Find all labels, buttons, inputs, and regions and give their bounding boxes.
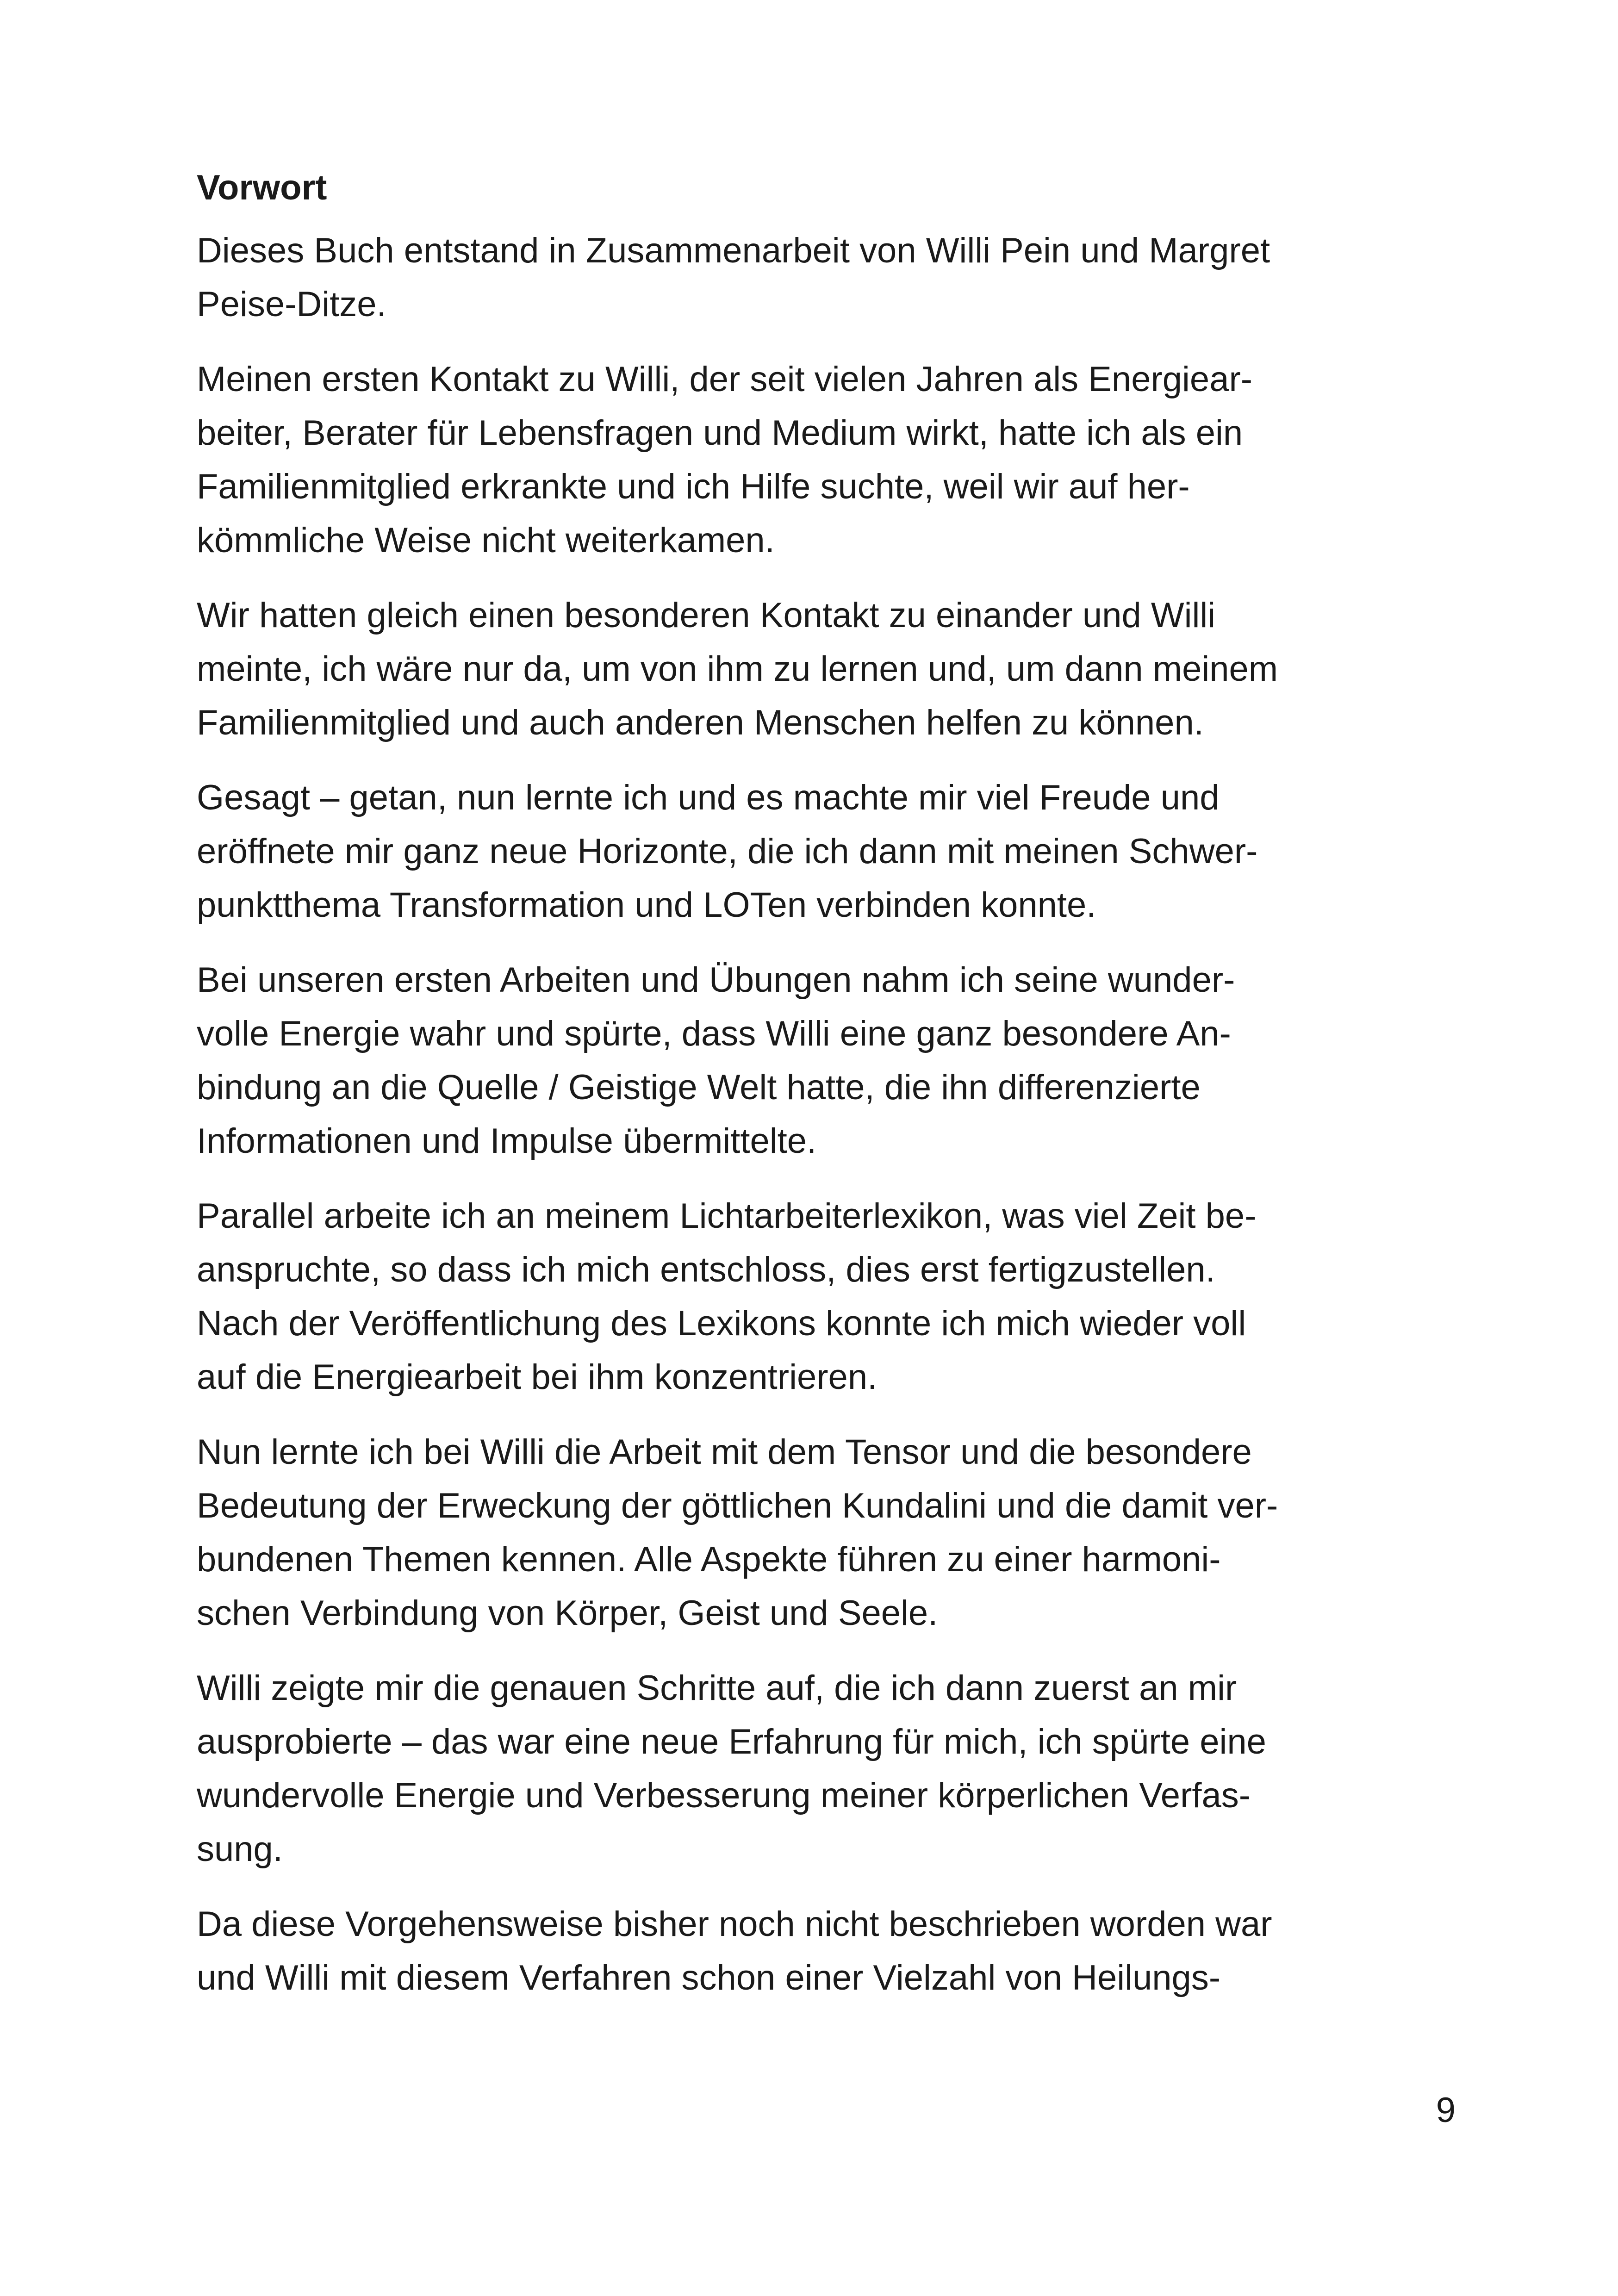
- text-line: beiter, Berater für Lebensfragen und Medium wirkt, hatte ich als ein: [197, 413, 1243, 453]
- text-line: bindung an die Quelle / Geistige Welt hatte, die ihn differenzierte: [197, 1068, 1201, 1107]
- text-line: Familienmitglied und auch anderen Menschen helfen zu können.: [197, 703, 1204, 742]
- chapter-heading: Vorwort: [197, 168, 327, 207]
- body-text: [197, 224, 1456, 2005]
- text-line: anspruchte, so dass ich mich entschloss, dies erst fertigzustellen.: [197, 1250, 1215, 1289]
- paragraph: [197, 1425, 1456, 1640]
- text-line: Parallel arbeite ich an meinem Lichtarbeiterlexikon, was viel Zeit be-: [197, 1196, 1257, 1236]
- text-line: Dieses Buch entstand in Zusammenarbeit von Willi Pein und Margret: [197, 231, 1270, 270]
- text-line: meinte, ich wäre nur da, um von ihm zu lernen und, um dann meinem: [197, 649, 1278, 689]
- text-line: wundervolle Energie und Verbesserung meiner körperlichen Verfas-: [197, 1776, 1251, 1815]
- paragraph: [197, 953, 1456, 1168]
- text-line: und Willi mit diesem Verfahren schon einer Vielzahl von Heilungs-: [197, 1958, 1221, 1997]
- text-line: Nach der Veröffentlichung des Lexikons konnte ich mich wieder voll: [197, 1304, 1246, 1343]
- page-number: 9: [1436, 2091, 1456, 2130]
- text-line: kömmliche Weise nicht weiterkamen.: [197, 521, 775, 560]
- text-line: auf die Energiearbeit bei ihm konzentrieren.: [197, 1357, 877, 1397]
- page-content: [197, 161, 1456, 2026]
- paragraph: [197, 353, 1456, 567]
- text-line: sung.: [197, 1829, 283, 1869]
- text-line: Wir hatten gleich einen besonderen Kontakt zu einander und Willi: [197, 596, 1216, 635]
- paragraph: [197, 1661, 1456, 1876]
- text-line: eröffnete mir ganz neue Horizonte, die ich dann mit meinen Schwer-: [197, 832, 1258, 871]
- text-line: bundenen Themen kennen. Alle Aspekte führen zu einer harmoni-: [197, 1540, 1221, 1579]
- text-line: Bedeutung der Erweckung der göttlichen Kundalini und die damit ver-: [197, 1486, 1278, 1525]
- text-line: Peise-Ditze.: [197, 285, 386, 324]
- text-line: Gesagt – getan, nun lernte ich und es machte mir viel Freude und: [197, 778, 1220, 817]
- paragraph: [197, 589, 1456, 750]
- paragraph: [197, 224, 1456, 331]
- text-line: Meinen ersten Kontakt zu Willi, der seit vielen Jahren als Energiear-: [197, 360, 1253, 399]
- text-line: Da diese Vorgehensweise bisher noch nicht beschrieben worden war: [197, 1904, 1272, 1944]
- text-line: ausprobierte – das war eine neue Erfahrung für mich, ich spürte eine: [197, 1722, 1266, 1761]
- paragraph: [197, 771, 1456, 932]
- text-line: volle Energie wahr und spürte, dass Willi eine ganz besondere An-: [197, 1014, 1231, 1053]
- text-line: Willi zeigte mir die genauen Schritte auf, die ich dann zuerst an mir: [197, 1668, 1237, 1708]
- paragraph: [197, 1189, 1456, 1404]
- text-line: Bei unseren ersten Arbeiten und Übungen nahm ich seine wunder-: [197, 960, 1235, 1000]
- text-line: Nun lernte ich bei Willi die Arbeit mit dem Tensor und die besondere: [197, 1432, 1252, 1472]
- text-line: punktthema Transformation und LOTen verbinden konnte.: [197, 885, 1096, 925]
- text-line: schen Verbindung von Körper, Geist und Seele.: [197, 1593, 938, 1633]
- text-line: Informationen und Impulse übermittelte.: [197, 1121, 817, 1161]
- paragraph: [197, 1898, 1456, 2005]
- text-line: Familienmitglied erkrankte und ich Hilfe suchte, weil wir auf her-: [197, 467, 1190, 506]
